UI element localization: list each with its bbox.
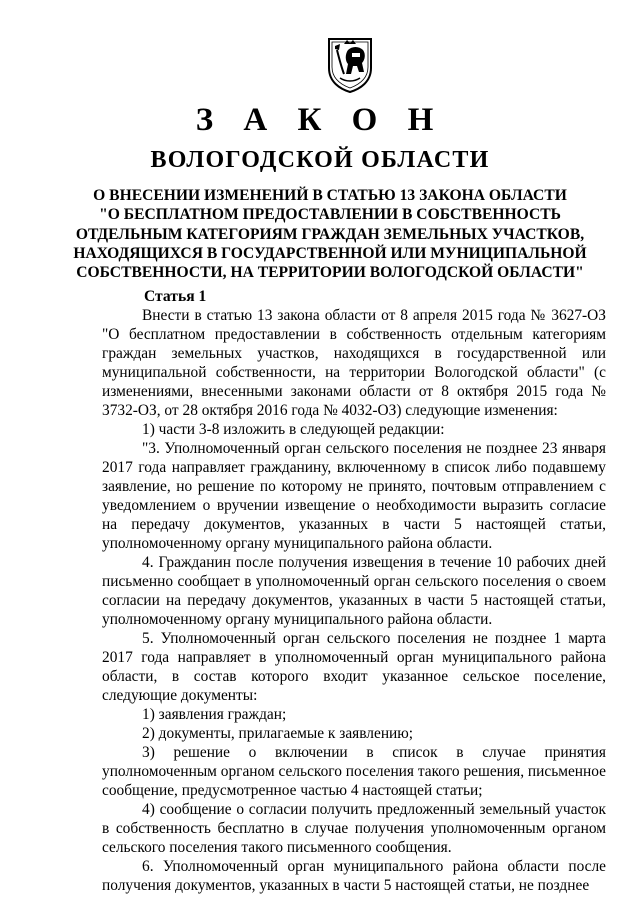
- paragraph: 6. Уполномоченный орган муниципального района области после получения документов, указанных в части 5 настоящей статьи, не позднее: [102, 858, 606, 894]
- heading-line: "О БЕСПЛАТНОМ ПРЕДОСТАВЛЕНИИ В СОБСТВЕННОСТЬ: [99, 206, 561, 224]
- coat-of-arms-emblem: [326, 36, 374, 94]
- heading-line: ОТДЕЛЬНЫМ КАТЕГОРИЯМ ГРАЖДАН ЗЕМЕЛЬНЫХ УЧАСТКОВ,: [75, 225, 585, 243]
- paragraph: 2) документы, прилагаемые к заявлению;: [142, 725, 414, 742]
- paragraph: 1) части 3-8 изложить в следующей редакции:: [142, 421, 445, 438]
- article-body: [102, 306, 606, 895]
- paragraph: "3. Уполномоченный орган сельского поселения не позднее 23 января 2017 года направляет гражданину, включенному в список либо подавшему заявление, но решение по которому не принято, почтовым отправлением с уведомлением о вручении извещение о необходимости выразить согласие на передачу документов, указанных в части 5 настоящей статьи, уполномоченному органу муниципального района области.: [102, 440, 606, 552]
- heading-line: НАХОДЯЩИХСЯ В ГОСУДАРСТВЕННОЙ ИЛИ МУНИЦИПАЛЬНОЙ: [73, 244, 587, 262]
- paragraph: 4. Гражданин после получения извещения в течение 10 рабочих дней письменно сообщает в уполномоченный орган сельского поселения о своем согласии на передачу документов, указанных в части 5 настоящей статьи, уполномоченному органу муниципального района области.: [102, 554, 606, 628]
- paragraph: 1) заявления граждан;: [142, 706, 287, 723]
- heading-line: О ВНЕСЕНИИ ИЗМЕНЕНИЙ В СТАТЬЮ 13 ЗАКОНА ОБЛАСТИ: [93, 187, 567, 204]
- paragraph: 5. Уполномоченный орган сельского поселения не позднее 1 марта 2017 года направляет в уполномоченный орган муниципального района области, в состав которого входит указанное сельское поселение, следующие документы:: [102, 630, 606, 704]
- paragraph: 3) решение о включении в список в случае принятия уполномоченным органом сельского поселения такого решения, письменное сообщение, предусмотренное частью 4 настоящей статьи;: [102, 744, 606, 799]
- law-title: З А К О Н: [195, 102, 445, 138]
- heading-line: СОБСТВЕННОСТИ, НА ТЕРРИТОРИИ ВОЛОГОДСКОЙ ОБЛАСТИ": [76, 264, 584, 282]
- article-title: Статья 1: [144, 288, 207, 305]
- paragraph: Внести в статью 13 закона области от 8 апреля 2015 года № 3627-ОЗ "О бесплатном предоставлении в собственность отдельным категориям граждан земельных участков, находящихся в государственной или муниципальной собственности, на территории Вологодской области" (с изменениями, внесенными законами области от 8 октября 2015 года № 3732-ОЗ, от 28 октября 2016 года № 4032-ОЗ) следующие изменения:: [102, 307, 606, 419]
- region-title: ВОЛОГОДСКОЙ ОБЛАСТИ: [150, 147, 490, 173]
- law-heading: [60, 186, 600, 282]
- paragraph: 4) сообщение о согласии получить предложенный земельный участок в собственность бесплатно в случае получения уполномоченным органом сельского поселения такого письменного сообщения.: [102, 801, 606, 856]
